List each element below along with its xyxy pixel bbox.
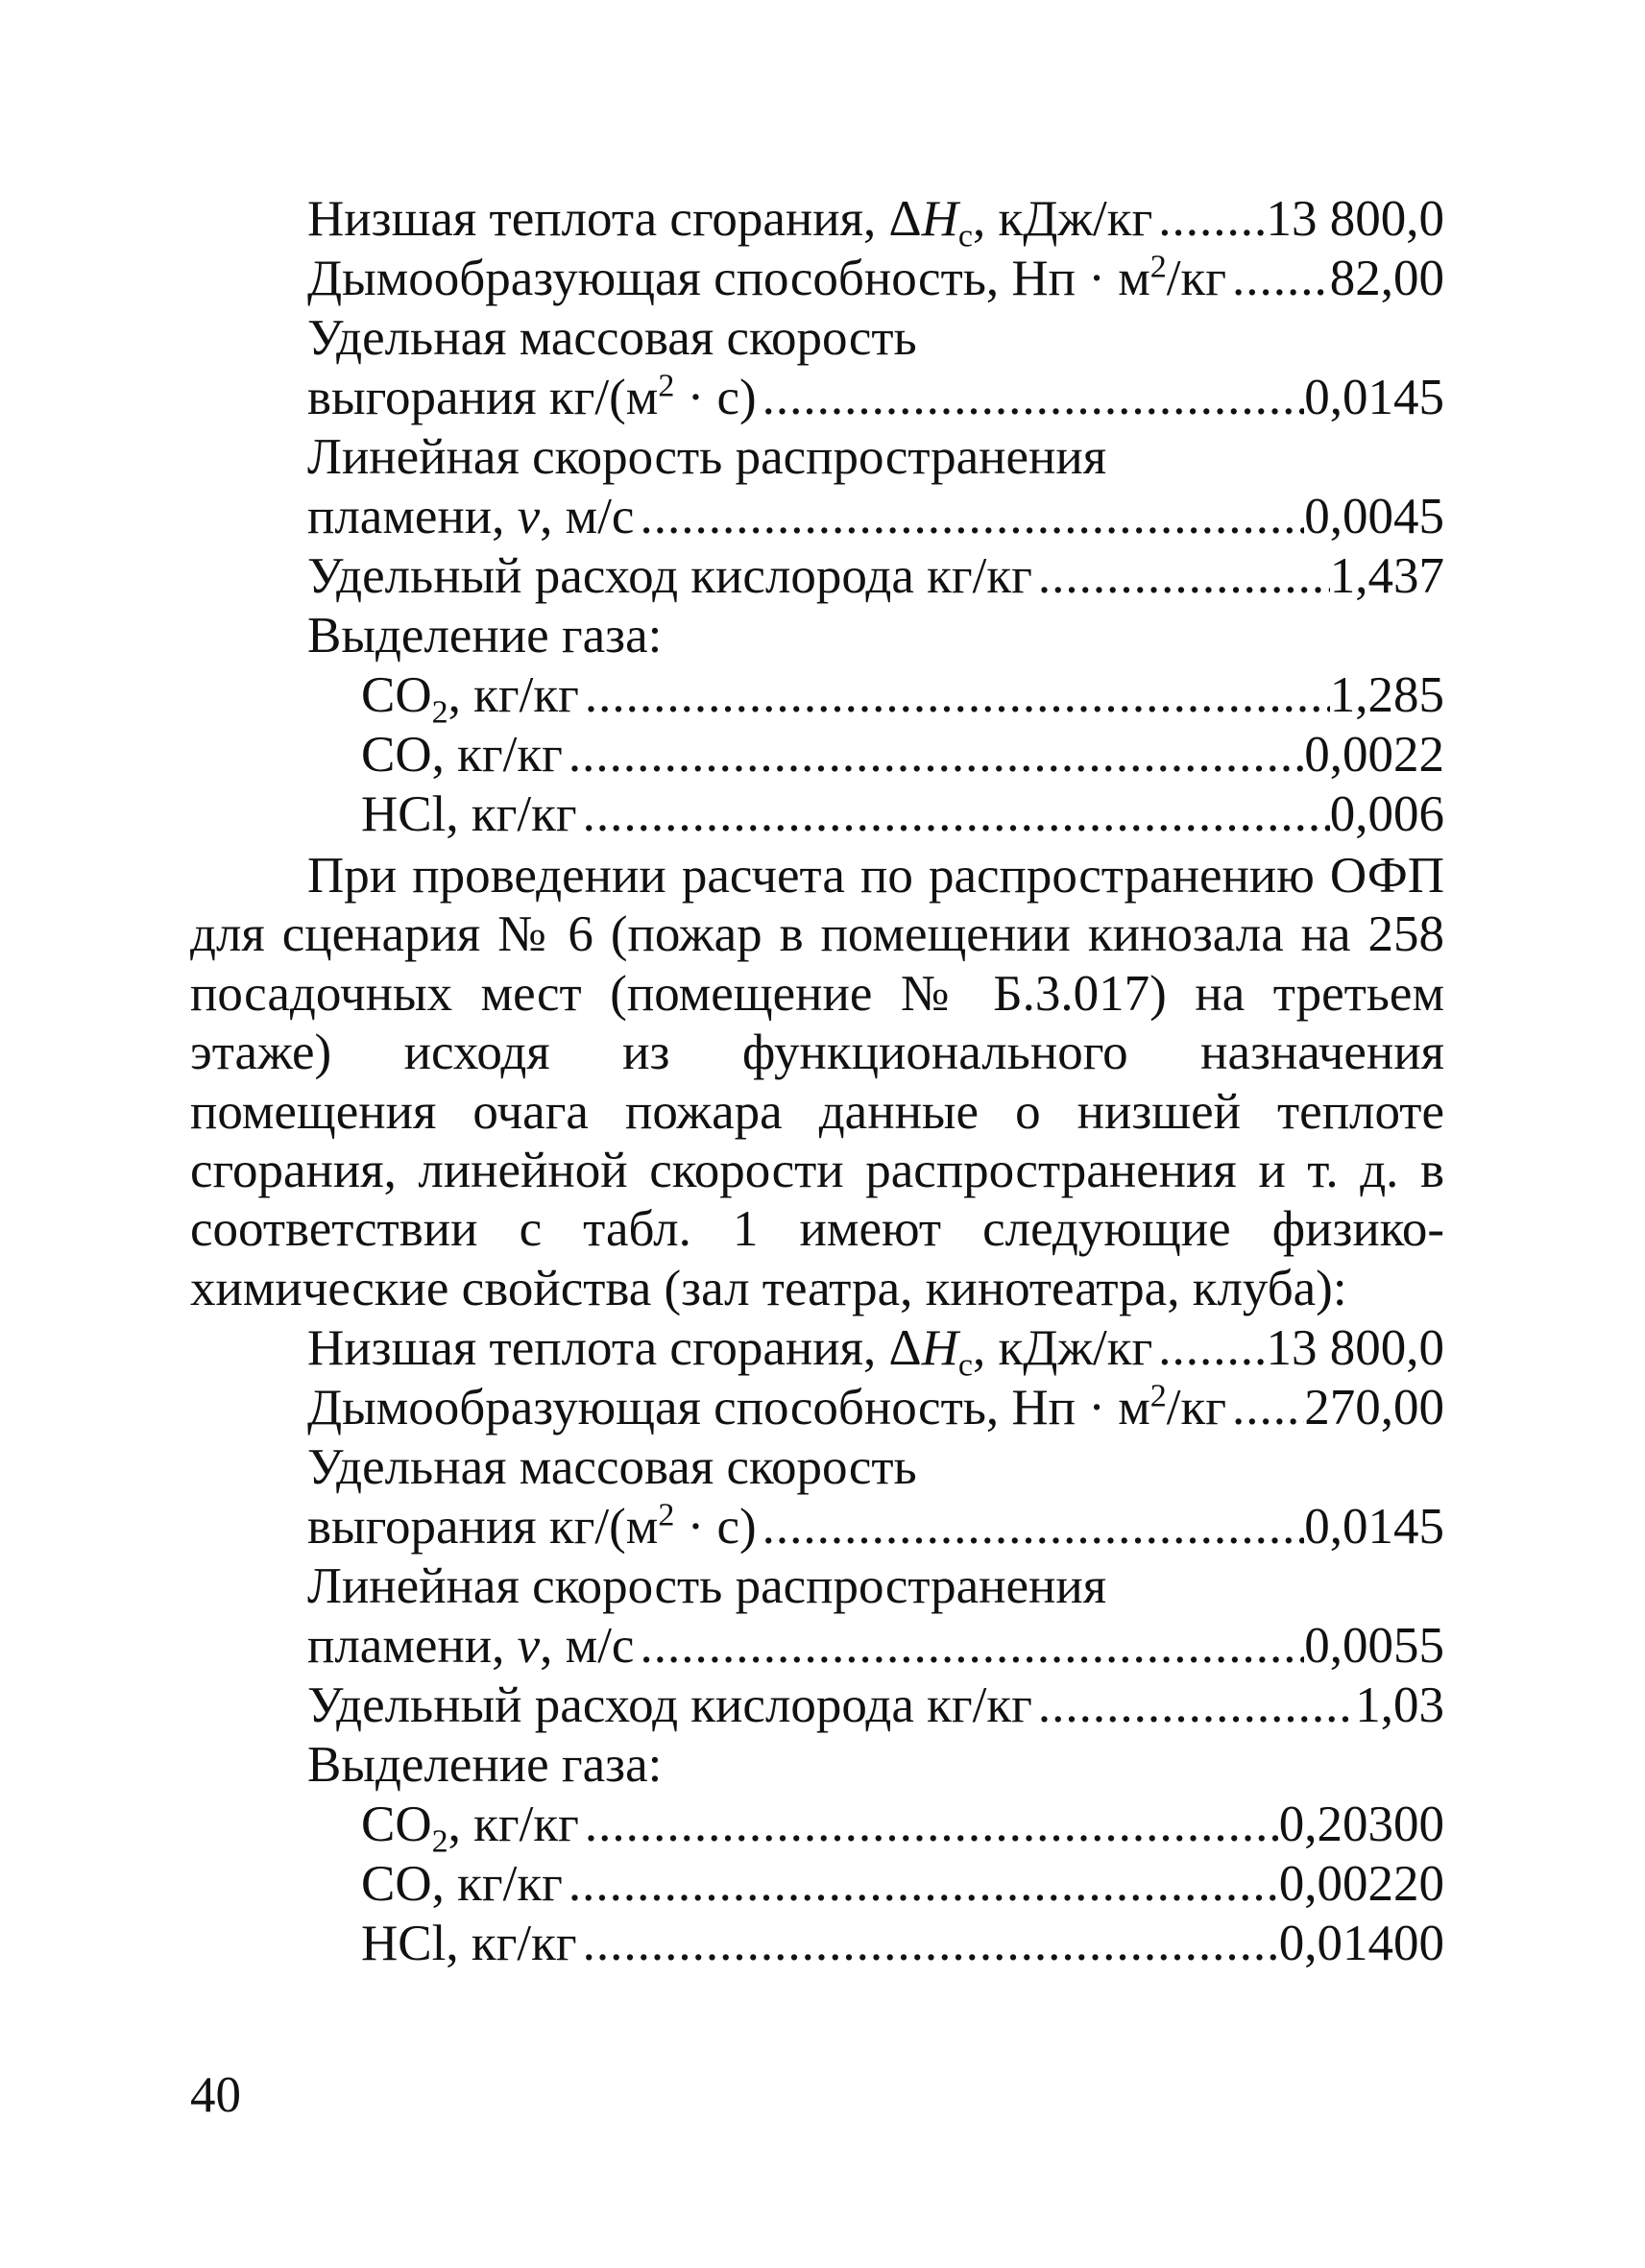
flame-value: 0,0045 [1304, 489, 1444, 544]
flame-label-line1: Линейная скорость распространения [307, 1558, 1107, 1614]
heat-value: 13 800,0 [1266, 1320, 1444, 1376]
co-label: CO, кг/кг [361, 727, 563, 783]
leader-dots [577, 1913, 1279, 1974]
gas-heading: Выделение газа: [307, 1737, 663, 1793]
smoke-label: Дымообразующая способность, Нп · $м^2/кг$ [307, 249, 1226, 306]
leader-dots [1152, 1317, 1266, 1379]
co-row-1 [361, 724, 1444, 785]
hcl-label: HCl, кг/кг [361, 786, 577, 842]
co2-label: $CO_2$, кг/кг [361, 1797, 579, 1855]
heat-row-2 [307, 1317, 1444, 1379]
leader-dots [634, 486, 1304, 547]
body-paragraph [190, 847, 1444, 1318]
leader-dots [1152, 188, 1266, 250]
gas-heading: Выделение газа: [307, 608, 663, 664]
smoke-row-1 [307, 248, 1444, 309]
oxygen-value: 1,437 [1329, 548, 1444, 604]
heat-row-1 [307, 188, 1444, 250]
smoke-value: 82,00 [1329, 251, 1444, 306]
flame-row-2 [307, 1615, 1444, 1677]
co-value: 0,00220 [1278, 1856, 1444, 1912]
co-label: CO, кг/кг [361, 1856, 563, 1912]
smoke-label: Дымообразующая способность, Нп · $м^2/кг$ [307, 1378, 1226, 1436]
co2-row-2 [361, 1794, 1444, 1855]
co-row-2 [361, 1853, 1444, 1915]
hcl-row-2 [361, 1913, 1444, 1974]
burn-label: выгорания $кг/(м^2 \cdot с)$ [307, 368, 757, 425]
burn-value: 0,0145 [1304, 370, 1444, 425]
hcl-value: 0,006 [1329, 786, 1444, 842]
burn-label-line1: Удельная массовая скорость [307, 1439, 917, 1495]
oxygen-label: Удельный расход кислорода кг/кг [307, 1677, 1032, 1733]
oxygen-value: 1,03 [1355, 1677, 1444, 1733]
flame-row-1 [307, 486, 1444, 547]
heat-label: Низшая теплота сгорания, $\Delta H_с$, кДж/кг [307, 1320, 1153, 1379]
leader-dots [1032, 545, 1330, 607]
burn-label-line1: Удельная массовая скорость [307, 310, 917, 366]
hcl-row-1 [361, 784, 1444, 845]
oxygen-row-1 [307, 545, 1444, 607]
burn-label: выгорания $кг/(м^2 \cdot с)$ [307, 1497, 757, 1555]
page-number: 40 [190, 2067, 241, 2123]
leader-dots [579, 1794, 1279, 1855]
flame-value: 0,0055 [1304, 1618, 1444, 1674]
leader-dots [757, 367, 1305, 428]
oxygen-label: Удельный расход кислорода кг/кг [307, 548, 1032, 604]
flame-label-line1: Линейная скорость распространения [307, 429, 1107, 485]
burn-row-1 [307, 367, 1444, 428]
flame-label: пламени, v, м/с [307, 489, 635, 544]
heat-label: Низшая теплота сгорания, $\Delta H_с$, кДж/кг [307, 191, 1153, 250]
leader-dots [634, 1615, 1304, 1677]
heat-value: 13 800,0 [1266, 191, 1444, 247]
leader-dots [1226, 1377, 1304, 1438]
oxygen-row-2 [307, 1675, 1444, 1736]
co2-row-1 [361, 664, 1444, 726]
paragraph-text: При проведении расчета по распространению ОФП для сценария № 6 (пожар в помещении кинозала на 258 посадочных мест (помещение № Б.3.017) на третьем этаже) исходя из функционального назначения помещения очага пожара данные о низшей теплоте сгорания, линейной скорости распространения и т. д. в соответствии с табл. 1 имеют следующие физико-химические свойства (зал театра, кинотеатра, клуба): [190, 848, 1444, 1316]
co2-value: 1,285 [1329, 667, 1444, 723]
leader-dots [757, 1496, 1305, 1557]
co-value: 0,0022 [1304, 727, 1444, 783]
leader-dots [563, 724, 1304, 785]
burn-value: 0,0145 [1304, 1499, 1444, 1555]
leader-dots [579, 664, 1330, 726]
leader-dots [1032, 1675, 1355, 1736]
burn-row-2 [307, 1496, 1444, 1557]
co2-label: $CO_2$, кг/кг [361, 667, 579, 726]
hcl-label: HCl, кг/кг [361, 1916, 577, 1971]
flame-label: пламени, v, м/с [307, 1618, 635, 1674]
hcl-value: 0,01400 [1278, 1916, 1444, 1971]
leader-dots [1226, 248, 1330, 309]
smoke-row-2 [307, 1377, 1444, 1438]
co2-value: 0,20300 [1278, 1797, 1444, 1852]
leader-dots [577, 784, 1330, 845]
leader-dots [563, 1853, 1279, 1915]
smoke-value: 270,00 [1304, 1380, 1444, 1436]
